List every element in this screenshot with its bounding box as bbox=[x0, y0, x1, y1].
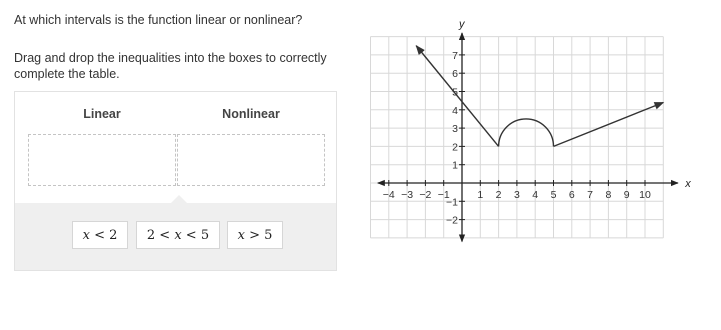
x-tick-label: −2 bbox=[419, 189, 432, 201]
drop-zone-linear[interactable] bbox=[28, 134, 176, 186]
y-tick-label: −2 bbox=[446, 214, 458, 227]
tile-x-less-than-2[interactable] bbox=[72, 221, 128, 249]
tile-x-greater-than-5[interactable] bbox=[227, 221, 283, 249]
instructions-text: Drag and drop the inequalities into the boxes to correctly complete the table. bbox=[14, 51, 327, 81]
x-tick-label: 7 bbox=[587, 189, 594, 201]
x-tick-label: 2 bbox=[495, 189, 502, 201]
y-tick-label: −1 bbox=[446, 196, 458, 209]
function-graph bbox=[360, 14, 700, 246]
x-tick-label: 9 bbox=[623, 189, 630, 201]
column-header-linear: Linear bbox=[83, 107, 121, 121]
y-tick-label: 7 bbox=[452, 49, 458, 62]
y-tick-label: 3 bbox=[452, 123, 458, 136]
x-tick-label: 4 bbox=[532, 189, 539, 201]
x-tick-label: 10 bbox=[639, 189, 651, 201]
x-tick-label: 1 bbox=[477, 189, 484, 201]
drag-drop-panel bbox=[14, 91, 337, 271]
x-tick-label: −3 bbox=[401, 189, 414, 201]
y-tick-label: 5 bbox=[452, 86, 458, 99]
function-semicircle bbox=[499, 119, 554, 146]
tile-variable: x bbox=[174, 227, 182, 243]
x-tick-label: −1 bbox=[437, 189, 450, 201]
tile-variable: x bbox=[237, 227, 245, 243]
y-tick-label: 6 bbox=[452, 68, 458, 81]
x-tick-label: 5 bbox=[550, 189, 557, 201]
y-tick-label: 1 bbox=[452, 159, 458, 172]
x-tick-label: 6 bbox=[568, 189, 575, 201]
x-axis-label: x bbox=[685, 178, 691, 190]
column-header-nonlinear: Nonlinear bbox=[222, 107, 280, 121]
tile-suffix: < 5 bbox=[181, 227, 210, 243]
y-tick-label: 4 bbox=[452, 104, 458, 117]
y-tick-label: 2 bbox=[452, 141, 458, 154]
tile-2-less-than-x-less-than-5[interactable] bbox=[136, 221, 220, 249]
tile-suffix: > 5 bbox=[244, 227, 273, 243]
tile-suffix: < 2 bbox=[89, 227, 118, 243]
x-tick-label: 3 bbox=[513, 189, 520, 201]
drop-zone-nonlinear[interactable] bbox=[177, 134, 325, 186]
x-tick-label: 8 bbox=[605, 189, 612, 201]
question-text: At which intervals is the function linear or nonlinear? bbox=[14, 13, 303, 27]
y-axis-label: y bbox=[459, 18, 465, 31]
x-tick-label: −4 bbox=[382, 189, 395, 201]
tile-prefix: 2 < bbox=[146, 227, 175, 243]
tray-notch bbox=[171, 195, 187, 203]
tile-variable: x bbox=[82, 227, 90, 243]
